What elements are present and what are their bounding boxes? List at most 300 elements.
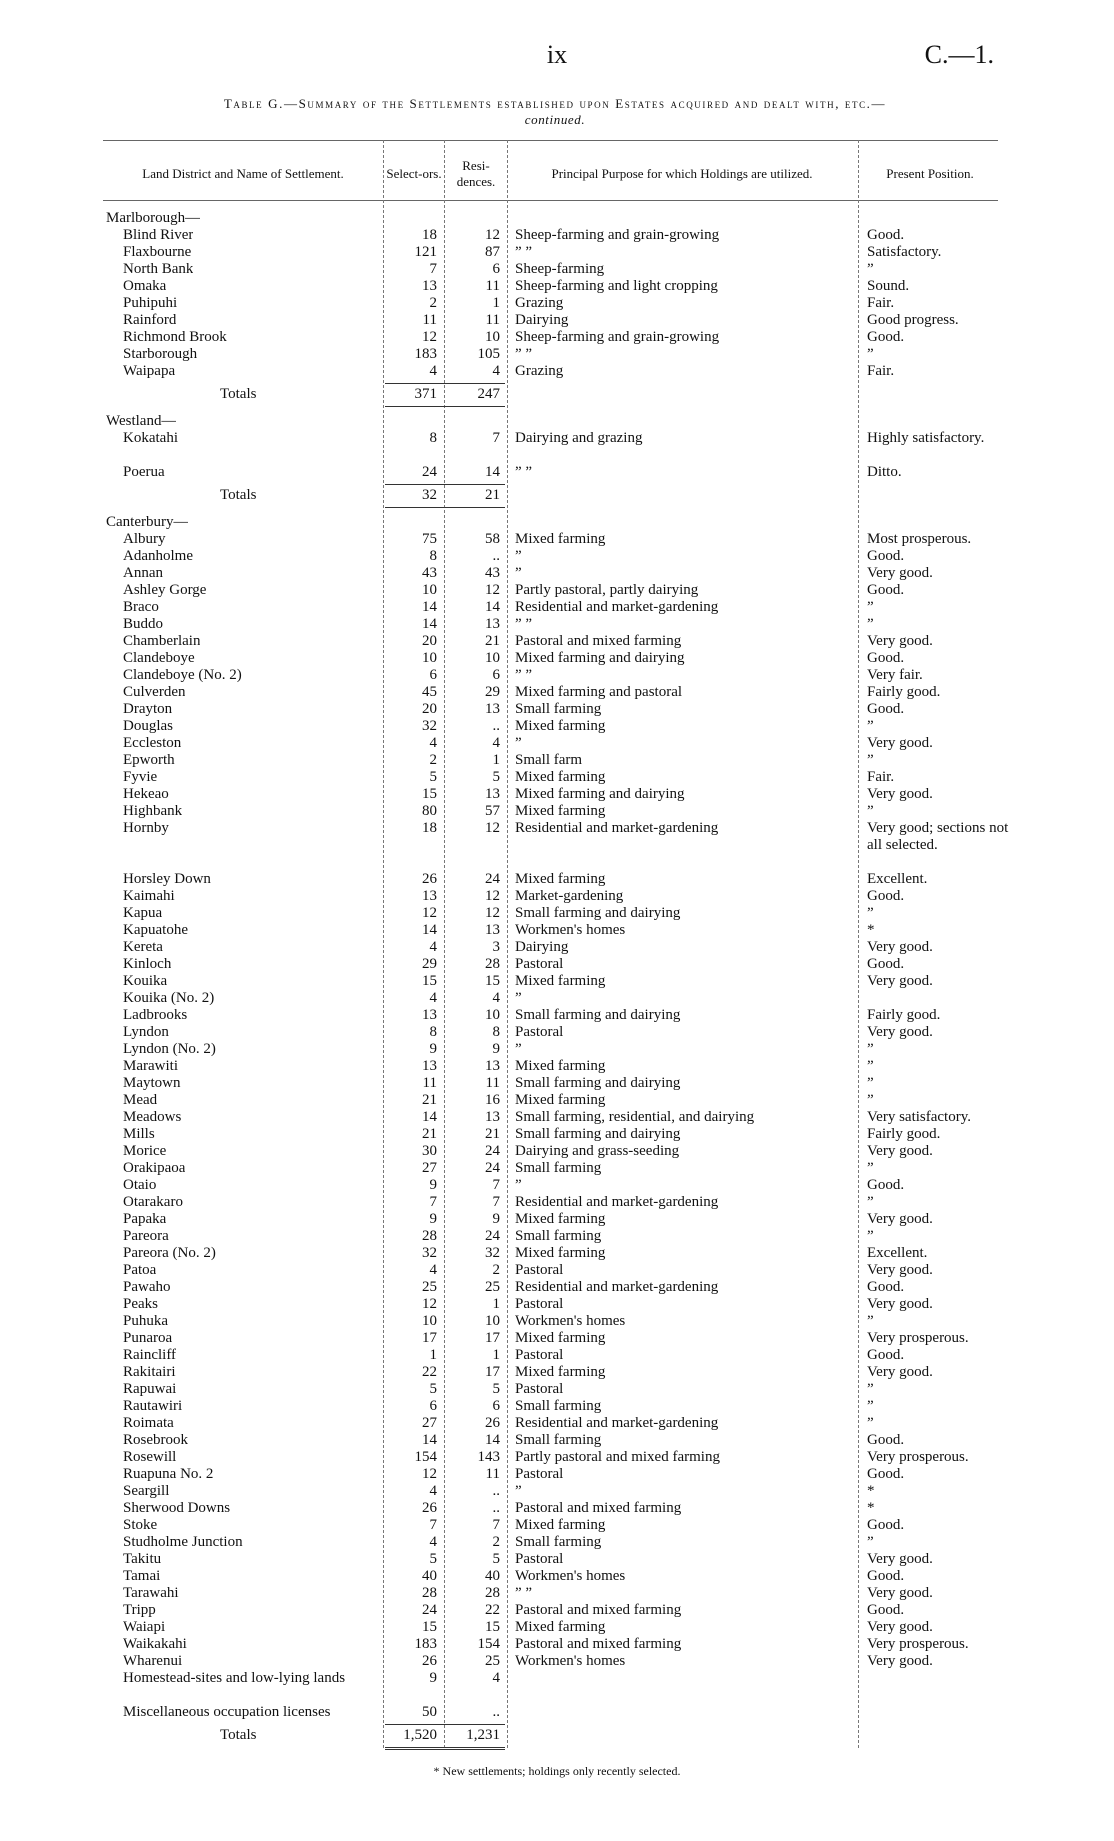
position-cell: Good. — [867, 1347, 905, 1363]
position-cell: Fair. — [867, 769, 895, 785]
table-row — [0, 667, 1114, 684]
selectors-cell: 26 — [422, 1500, 437, 1516]
settlement-name: Rosebrook — [123, 1432, 188, 1448]
purpose-cell: ” — [515, 1177, 522, 1193]
residences-cell: 28 — [485, 956, 500, 972]
residences-cell: 32 — [485, 1245, 500, 1261]
selectors-cell: 4 — [429, 363, 437, 379]
position-cell: ” — [867, 1160, 874, 1176]
residences-cell: 143 — [477, 1449, 500, 1465]
settlement-name: Waiapi — [123, 1619, 166, 1635]
purpose-cell: Partly pastoral, partly dairying — [515, 582, 699, 598]
column-header-residences: Resi-dences. — [456, 158, 496, 189]
selectors-cell: 5 — [429, 769, 437, 785]
table-title-text: Table G.—Summary of the Settlements established upon Estates acquired and dealt with, etc.— — [223, 96, 887, 111]
selectors-cell: 11 — [422, 1075, 437, 1091]
selectors-cell: 24 — [422, 464, 437, 480]
selectors-cell: 17 — [422, 1330, 437, 1346]
position-cell: Good. — [867, 888, 905, 904]
purpose-cell: ” ” — [515, 346, 533, 362]
table-row — [0, 1517, 1114, 1534]
residences-cell: 25 — [485, 1279, 500, 1295]
table-row — [0, 752, 1114, 769]
residences-cell: 13 — [485, 701, 500, 717]
residences-cell: 11 — [485, 312, 500, 328]
purpose-cell: Residential and market-gardening — [515, 599, 719, 615]
table-row — [0, 1534, 1114, 1551]
district-heading-row — [0, 210, 1114, 227]
selectors-cell: 22 — [422, 1364, 437, 1380]
position-cell: ” — [867, 346, 874, 362]
residences-cell: 15 — [485, 1619, 500, 1635]
residences-cell: 247 — [477, 386, 500, 402]
table-row — [0, 1653, 1114, 1670]
table-row — [0, 1296, 1114, 1313]
totals-label: Totals — [220, 386, 257, 402]
position-cell: Fair. — [867, 363, 895, 379]
purpose-cell: Mixed farming and pastoral — [515, 684, 683, 700]
position-cell: Good progress. — [867, 312, 959, 328]
selectors-cell: 45 — [422, 684, 437, 700]
subtotal-rule — [385, 1724, 505, 1725]
residences-cell: 13 — [485, 786, 500, 802]
residences-cell: 10 — [485, 650, 500, 666]
totals-label: Totals — [220, 487, 257, 503]
residences-cell: 10 — [485, 329, 500, 345]
selectors-cell: 20 — [422, 701, 437, 717]
position-cell: Good. — [867, 1177, 905, 1193]
selectors-cell: 7 — [429, 1194, 437, 1210]
subtotal-rule — [385, 484, 505, 485]
table-row — [0, 905, 1114, 922]
residences-cell: 12 — [485, 227, 500, 243]
purpose-cell: ” ” — [515, 616, 533, 632]
purpose-cell: Small farming and dairying — [515, 1075, 681, 1091]
settlement-name: Adanholme — [123, 548, 193, 564]
selectors-cell: 50 — [422, 1704, 437, 1720]
selectors-cell: 15 — [422, 973, 437, 989]
position-cell: Very prosperous. — [867, 1636, 969, 1652]
settlement-name: Otaio — [123, 1177, 157, 1193]
district-name: Canterbury— — [106, 514, 189, 530]
residences-cell: 13 — [485, 1109, 500, 1125]
position-cell: ” — [867, 1381, 874, 1397]
position-cell: ” — [867, 718, 874, 734]
settlement-name: Rainford — [123, 312, 177, 328]
purpose-cell: Mixed farming — [515, 1517, 606, 1533]
residences-cell: 7 — [492, 1517, 500, 1533]
table-row — [0, 1313, 1114, 1330]
purpose-cell: Pastoral and mixed farming — [515, 1602, 682, 1618]
residences-cell: 13 — [485, 922, 500, 938]
settlement-name: Drayton — [123, 701, 173, 717]
purpose-cell: Small farm — [515, 752, 583, 768]
table-row — [0, 1228, 1114, 1245]
settlement-name: Highbank — [123, 803, 183, 819]
residences-cell: 21 — [485, 633, 500, 649]
position-cell: ” — [867, 261, 874, 277]
table-row — [0, 633, 1114, 650]
position-cell: Very good. — [867, 939, 933, 955]
totals-row — [0, 487, 1114, 504]
residences-cell: 11 — [485, 1075, 500, 1091]
purpose-cell: ” — [515, 565, 522, 581]
position-cell: Very good. — [867, 735, 933, 751]
position-cell: Good. — [867, 650, 905, 666]
position-cell: ” — [867, 1058, 874, 1074]
table-row — [0, 430, 1114, 464]
position-cell: Good. — [867, 548, 905, 564]
purpose-cell: Mixed farming — [515, 871, 606, 887]
position-cell: Good. — [867, 1466, 905, 1482]
selectors-cell: 7 — [429, 1517, 437, 1533]
selectors-cell: 27 — [422, 1415, 437, 1431]
table-row — [0, 769, 1114, 786]
settlement-name: Takitu — [123, 1551, 162, 1567]
table-row — [0, 1551, 1114, 1568]
purpose-cell: Pastoral — [515, 1347, 564, 1363]
settlement-name: Clandeboye (No. 2) — [123, 667, 242, 683]
table-row — [0, 1279, 1114, 1296]
selectors-cell: 10 — [422, 650, 437, 666]
purpose-cell: Sheep-farming — [515, 261, 605, 277]
settlement-name: Rakitairi — [123, 1364, 176, 1380]
selectors-cell: 80 — [422, 803, 437, 819]
settlement-name: Otarakaro — [123, 1194, 183, 1210]
settlement-name: Waipapa — [123, 363, 176, 379]
selectors-cell: 8 — [429, 548, 437, 564]
table-row — [0, 973, 1114, 990]
purpose-cell: Pastoral — [515, 1466, 564, 1482]
residences-cell: 10 — [485, 1007, 500, 1023]
position-cell: ” — [867, 1534, 874, 1550]
selectors-cell: 32 — [422, 718, 437, 734]
settlement-name: Papaka — [123, 1211, 167, 1227]
position-cell: * — [867, 922, 875, 938]
column-header-position: Present Position. — [886, 166, 974, 181]
selectors-cell: 8 — [429, 430, 437, 446]
table-row — [0, 820, 1114, 871]
position-cell: Very satisfactory. — [867, 1109, 971, 1125]
table-row — [0, 464, 1114, 481]
settlement-name: Mills — [123, 1126, 155, 1142]
residences-cell: 58 — [485, 531, 500, 547]
position-cell: Good. — [867, 1432, 905, 1448]
position-cell: Good. — [867, 582, 905, 598]
table-row — [0, 1415, 1114, 1432]
purpose-cell: Small farming — [515, 1432, 602, 1448]
table-row — [0, 1381, 1114, 1398]
residences-cell: 2 — [492, 1262, 500, 1278]
position-cell: Highly satisfactory. — [867, 430, 985, 446]
selectors-cell: 15 — [422, 1619, 437, 1635]
position-cell: ” — [867, 1398, 874, 1414]
purpose-cell: ” — [515, 1041, 522, 1057]
settlement-name: Seargill — [123, 1483, 170, 1499]
position-cell: Good. — [867, 1568, 905, 1584]
table-row — [0, 701, 1114, 718]
residences-cell: 6 — [492, 667, 500, 683]
settlement-name: Douglas — [123, 718, 173, 734]
selectors-cell: 13 — [422, 888, 437, 904]
purpose-cell: Pastoral and mixed farming — [515, 633, 682, 649]
purpose-cell: ” — [515, 548, 522, 564]
settlement-name: Culverden — [123, 684, 186, 700]
selectors-cell: 32 — [422, 487, 437, 503]
position-cell: Good. — [867, 1602, 905, 1618]
purpose-cell: Small farming, residential, and dairying — [515, 1109, 755, 1125]
purpose-cell: Residential and market-gardening — [515, 1279, 719, 1295]
position-cell: ” — [867, 1228, 874, 1244]
purpose-cell: Mixed farming and dairying — [515, 786, 685, 802]
table-row — [0, 990, 1114, 1007]
selectors-cell: 183 — [414, 346, 437, 362]
residences-cell: 4 — [492, 990, 500, 1006]
residences-cell: 40 — [485, 1568, 500, 1584]
position-cell: Very fair. — [867, 667, 923, 683]
selectors-cell: 9 — [429, 1041, 437, 1057]
position-cell: * — [867, 1500, 875, 1516]
table-row — [0, 956, 1114, 973]
purpose-cell: Small farming — [515, 1534, 602, 1550]
district-name: Marlborough— — [106, 210, 201, 226]
selectors-cell: 4 — [429, 1262, 437, 1278]
purpose-cell: Mixed farming — [515, 531, 606, 547]
selectors-cell: 12 — [422, 1466, 437, 1482]
settlement-name: Pareora — [123, 1228, 169, 1244]
selectors-cell: 13 — [422, 278, 437, 294]
residences-cell: 5 — [492, 1551, 500, 1567]
selectors-cell: 32 — [422, 1245, 437, 1261]
residences-cell: 4 — [492, 363, 500, 379]
selectors-cell: 26 — [422, 1653, 437, 1669]
settlement-name: Kaimahi — [123, 888, 175, 904]
table-row — [0, 1058, 1114, 1075]
purpose-cell: Workmen's homes — [515, 1313, 626, 1329]
residences-cell: 6 — [492, 1398, 500, 1414]
table-row — [0, 1177, 1114, 1194]
purpose-cell: ” — [515, 735, 522, 751]
purpose-cell: Residential and market-gardening — [515, 1415, 719, 1431]
purpose-cell: ” ” — [515, 244, 533, 260]
residences-cell: 17 — [485, 1330, 500, 1346]
table-row — [0, 786, 1114, 803]
table-row — [0, 1194, 1114, 1211]
selectors-cell: 6 — [429, 667, 437, 683]
purpose-cell: Small farming — [515, 1228, 602, 1244]
settlement-name: Starborough — [123, 346, 198, 362]
table-row — [0, 939, 1114, 956]
position-cell: Very good. — [867, 1551, 933, 1567]
table-row — [0, 312, 1114, 329]
selectors-cell: 1,520 — [403, 1727, 437, 1743]
settlement-name: Buddo — [123, 616, 164, 632]
settlement-name: Puhuka — [123, 1313, 168, 1329]
settlement-name: Eccleston — [123, 735, 182, 751]
position-cell: Fair. — [867, 295, 895, 311]
table-row — [0, 1364, 1114, 1381]
settlement-name: Blind River — [123, 227, 194, 243]
settlement-name: Clandeboye — [123, 650, 195, 666]
table-row — [0, 1483, 1114, 1500]
residences-cell: 14 — [485, 1432, 500, 1448]
table-row — [0, 1330, 1114, 1347]
purpose-cell: Grazing — [515, 363, 564, 379]
selectors-cell: 21 — [422, 1092, 437, 1108]
position-cell: ” — [867, 1194, 874, 1210]
selectors-cell: 4 — [429, 939, 437, 955]
residences-cell: 6 — [492, 261, 500, 277]
residences-cell: 5 — [492, 1381, 500, 1397]
selectors-cell: 14 — [422, 1432, 437, 1448]
table-row — [0, 1347, 1114, 1364]
selectors-cell: 20 — [422, 633, 437, 649]
purpose-cell: Mixed farming — [515, 1092, 606, 1108]
selectors-cell: 18 — [422, 227, 437, 243]
settlement-name: Homestead-sites and low-lying lands — [123, 1670, 346, 1686]
selectors-cell: 6 — [429, 1398, 437, 1414]
purpose-cell: Pastoral and mixed farming — [515, 1636, 682, 1652]
purpose-cell: Sheep-farming and grain-growing — [515, 329, 720, 345]
selectors-cell: 5 — [429, 1381, 437, 1397]
position-cell: Very good. — [867, 1296, 933, 1312]
selectors-cell: 9 — [429, 1670, 437, 1686]
residences-cell: 12 — [485, 582, 500, 598]
settlement-name: Miscellaneous occupation licenses — [123, 1704, 331, 1720]
position-cell: Satisfactory. — [867, 244, 942, 260]
purpose-cell: Small farming and dairying — [515, 1007, 681, 1023]
selectors-cell: 154 — [414, 1449, 437, 1465]
position-cell: Good. — [867, 1517, 905, 1533]
position-cell: ” — [867, 599, 874, 615]
selectors-cell: 21 — [422, 1126, 437, 1142]
selectors-cell: 4 — [429, 1483, 437, 1499]
settlement-name: North Bank — [123, 261, 194, 277]
selectors-cell: 11 — [422, 312, 437, 328]
purpose-cell: Residential and market-gardening — [515, 820, 719, 836]
settlement-name: Epworth — [123, 752, 175, 768]
settlement-name: Mead — [123, 1092, 158, 1108]
position-cell: ” — [867, 1415, 874, 1431]
settlement-name: Tarawahi — [123, 1585, 179, 1601]
purpose-cell: Mixed farming — [515, 1330, 606, 1346]
position-cell: Good. — [867, 956, 905, 972]
residences-cell: 7 — [492, 430, 500, 446]
position-cell: Very good. — [867, 1585, 933, 1601]
settlement-name: Lyndon — [123, 1024, 169, 1040]
purpose-cell: Pastoral — [515, 1381, 564, 1397]
residences-cell: 5 — [492, 769, 500, 785]
purpose-cell: ” ” — [515, 667, 533, 683]
header-top-rule — [103, 140, 998, 141]
table-row — [0, 363, 1114, 380]
settlement-name: Kinloch — [123, 956, 172, 972]
table-row — [0, 1398, 1114, 1415]
residences-cell: 24 — [485, 1143, 500, 1159]
residences-cell: 10 — [485, 1313, 500, 1329]
table-row — [0, 1432, 1114, 1449]
table-row — [0, 346, 1114, 363]
table-row — [0, 1160, 1114, 1177]
selectors-cell: 25 — [422, 1279, 437, 1295]
selectors-cell: 4 — [429, 990, 437, 1006]
residences-cell: .. — [492, 548, 500, 564]
purpose-cell: Residential and market-gardening — [515, 1194, 719, 1210]
selectors-cell: 14 — [422, 599, 437, 615]
position-cell: Very good. — [867, 786, 933, 802]
selectors-cell: 4 — [429, 1534, 437, 1550]
settlement-name: Kapuatohe — [123, 922, 188, 938]
purpose-cell: Dairying and grass-seeding — [515, 1143, 680, 1159]
selectors-cell: 12 — [422, 905, 437, 921]
purpose-cell: Pastoral — [515, 1262, 564, 1278]
purpose-cell: Mixed farming — [515, 1058, 606, 1074]
column-header-name: Land District and Name of Settlement. — [142, 166, 344, 181]
residences-cell: 29 — [485, 684, 500, 700]
purpose-cell: Mixed farming — [515, 803, 606, 819]
selectors-cell: 13 — [422, 1058, 437, 1074]
table-row — [0, 1636, 1114, 1653]
selectors-cell: 40 — [422, 1568, 437, 1584]
position-cell: Very good. — [867, 1619, 933, 1635]
column-header-purpose: Principal Purpose for which Holdings are utilized. — [551, 166, 813, 181]
residences-cell: 11 — [485, 1466, 500, 1482]
table-row — [0, 244, 1114, 261]
selectors-cell: 183 — [414, 1636, 437, 1652]
table-row — [0, 616, 1114, 633]
settlement-name: Chamberlain — [123, 633, 201, 649]
settlement-name: Pawaho — [123, 1279, 171, 1295]
table-row — [0, 565, 1114, 582]
totals-row — [0, 1727, 1114, 1744]
settlement-name: Horsley Down — [123, 871, 211, 887]
residences-cell: .. — [492, 1483, 500, 1499]
table-row — [0, 735, 1114, 752]
residences-cell: 21 — [485, 487, 500, 503]
purpose-cell: Small farming — [515, 1398, 602, 1414]
selectors-cell: 14 — [422, 922, 437, 938]
selectors-cell: 27 — [422, 1160, 437, 1176]
district-heading-row — [0, 514, 1114, 531]
column-header-selectors: Select-ors. — [386, 166, 442, 181]
table-row — [0, 531, 1114, 548]
residences-cell: 21 — [485, 1126, 500, 1142]
settlement-name: Hekeao — [123, 786, 169, 802]
table-row — [0, 1602, 1114, 1619]
position-cell: Fairly good. — [867, 1126, 941, 1142]
purpose-cell: Partly pastoral and mixed farming — [515, 1449, 720, 1465]
purpose-cell: Mixed farming — [515, 718, 606, 734]
settlement-name: Wharenui — [123, 1653, 183, 1669]
settlement-name: Morice — [123, 1143, 167, 1159]
subtotal-underline — [385, 1747, 505, 1750]
residences-cell: 1 — [492, 752, 500, 768]
residences-cell: 105 — [477, 346, 500, 362]
position-cell: Very good. — [867, 565, 933, 581]
table-row — [0, 582, 1114, 599]
table-row — [0, 599, 1114, 616]
purpose-cell: Workmen's homes — [515, 1653, 626, 1669]
selectors-cell: 371 — [414, 386, 437, 402]
settlement-name: Kapua — [123, 905, 163, 921]
selectors-cell: 13 — [422, 1007, 437, 1023]
position-cell: ” — [867, 1092, 874, 1108]
position-cell: Very good. — [867, 1024, 933, 1040]
selectors-cell: 5 — [429, 1551, 437, 1567]
residences-cell: 14 — [485, 599, 500, 615]
settlement-name: Albury — [123, 531, 166, 547]
table-row — [0, 1109, 1114, 1126]
